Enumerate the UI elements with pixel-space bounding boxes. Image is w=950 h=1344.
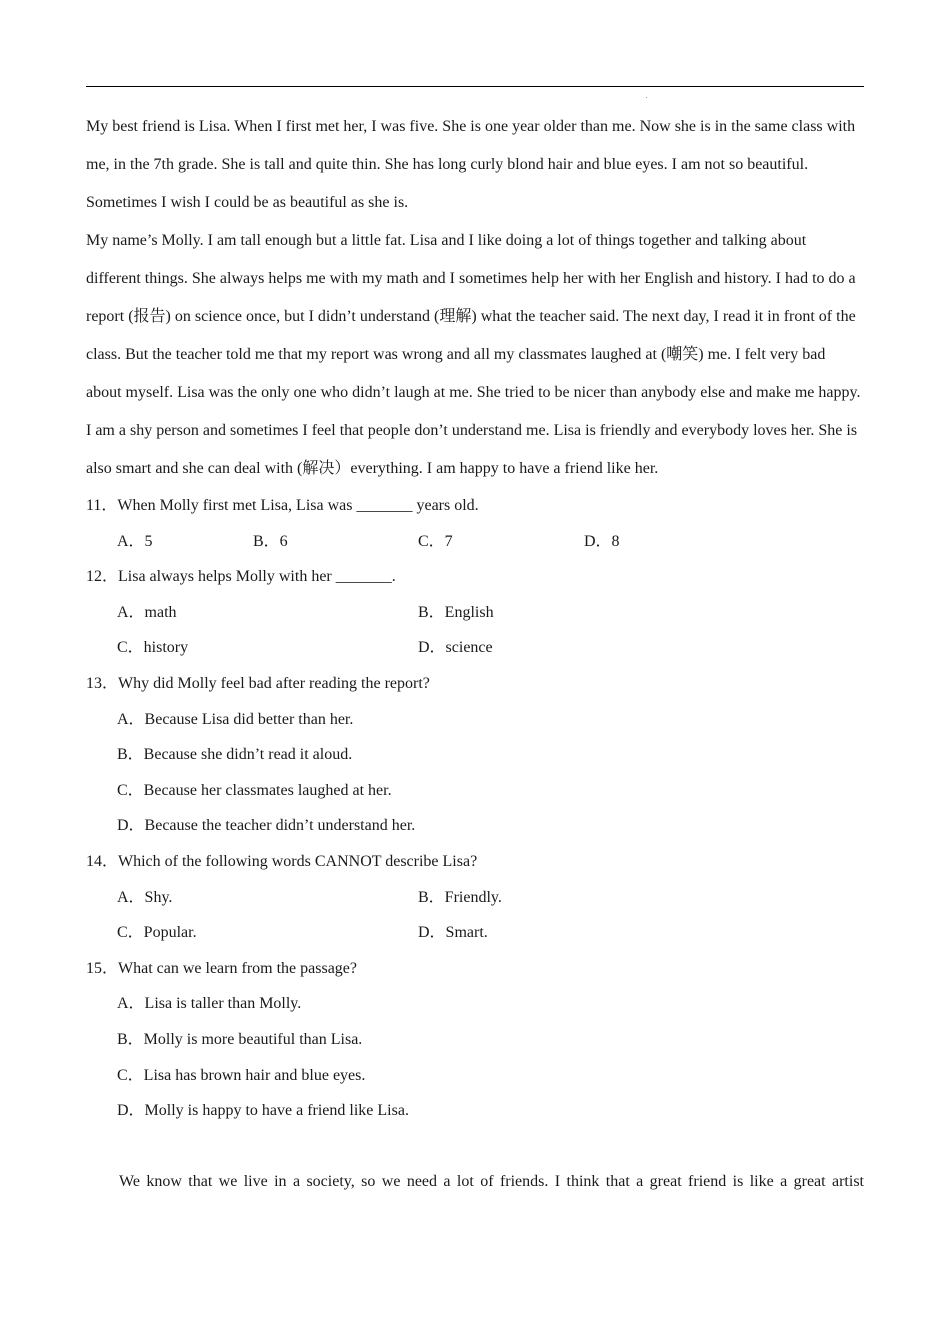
next-passage-first-line: We know that we live in a society, so we need a lot of friends. I think that a great friend is like a great artist bbox=[119, 1172, 864, 1190]
option-d: D．8 bbox=[584, 532, 620, 550]
option-a: A．math bbox=[117, 603, 177, 621]
question-12-options-row-1 bbox=[86, 595, 864, 631]
question-11-options bbox=[86, 524, 864, 560]
question-15-option-d-row bbox=[86, 1093, 864, 1129]
question-14-options-row-1 bbox=[86, 880, 864, 916]
question-12-options-row-2 bbox=[86, 630, 864, 666]
question-15-option-b-row bbox=[86, 1022, 864, 1058]
header-mark bbox=[646, 97, 647, 98]
question-15-stem: 15．What can we learn from the passage? bbox=[86, 959, 357, 977]
question-13-option-d-row bbox=[86, 808, 864, 844]
question-15-option-a-row bbox=[86, 986, 864, 1022]
question-11-stem: 11．When Molly first met Lisa, Lisa was _______ years old. bbox=[86, 497, 479, 514]
question-14-stem: 14．Which of the following words CANNOT describe Lisa? bbox=[86, 852, 478, 870]
question-13-option-b-row bbox=[86, 737, 864, 773]
option-d: D．Molly is happy to have a friend like Lisa. bbox=[117, 1102, 409, 1120]
option-c: C．history bbox=[117, 639, 189, 657]
question-12-stem: 12．Lisa always helps Molly with her _______. bbox=[86, 568, 396, 586]
question-13-option-c-row bbox=[86, 773, 864, 809]
passage-paragraph-2: My name’s Molly. I am tall enough but a little fat. Lisa and I like doing a lot of things together and talking about different things. She always helps me with my math and I sometimes help her with her English and history. I had to do a report (报告) on science once, but I didn’t understand (理解) what the teacher said. The next day, I read it in front of the class. But the teacher told me that my report was wrong and all my classmates laughed at (嘲笑) me. I felt very bad about myself. Lisa was the only one who didn’t laugh at me. She tried to be nicer than anybody else and make me happy. bbox=[86, 232, 861, 401]
option-b: B．Because she didn’t read it aloud. bbox=[117, 746, 353, 764]
option-d: D．Smart. bbox=[418, 924, 488, 942]
question-14-options-row-2 bbox=[86, 915, 864, 951]
question-13-option-a-row bbox=[86, 702, 864, 738]
option-c: C．Because her classmates laughed at her. bbox=[117, 781, 392, 799]
option-d: D．Because the teacher didn’t understand her. bbox=[117, 817, 416, 835]
header-rule bbox=[86, 86, 864, 87]
question-15-option-c-row bbox=[86, 1058, 864, 1094]
option-b: B．Friendly. bbox=[418, 888, 502, 906]
option-a: A．5 bbox=[117, 532, 153, 550]
option-a: A．Lisa is taller than Molly. bbox=[117, 995, 302, 1013]
passage-paragraph-1: My best friend is Lisa. When I first met her, I was five. She is one year older than me. Now she is in the same class with me, in the 7th grade. She is tall and quite thin. She has long curly blond hair and blue eyes. I am not so beautiful. Sometimes I wish I could be as beautiful as she is. bbox=[86, 118, 856, 211]
option-c: C．Popular. bbox=[117, 924, 197, 942]
option-c: C．Lisa has brown hair and blue eyes. bbox=[117, 1066, 366, 1084]
option-c: C．7 bbox=[418, 532, 453, 550]
option-a: A．Because Lisa did better than her. bbox=[117, 710, 354, 728]
option-b: B．Molly is more beautiful than Lisa. bbox=[117, 1030, 363, 1048]
question-13-stem: 13．Why did Molly feel bad after reading the report? bbox=[86, 674, 430, 692]
passage-paragraph-3: I am a shy person and sometimes I feel that people don’t understand me. Lisa is friendly and everybody loves her. She is also smart and she can deal with (解决）everything. I am happy to have a friend like her. bbox=[86, 422, 858, 477]
option-b: B．English bbox=[418, 603, 494, 621]
section-spacer bbox=[86, 1129, 864, 1164]
option-a: A．Shy. bbox=[117, 888, 173, 906]
option-d: D．science bbox=[418, 639, 493, 657]
document-body bbox=[86, 108, 864, 1199]
option-b: B．6 bbox=[253, 532, 288, 550]
